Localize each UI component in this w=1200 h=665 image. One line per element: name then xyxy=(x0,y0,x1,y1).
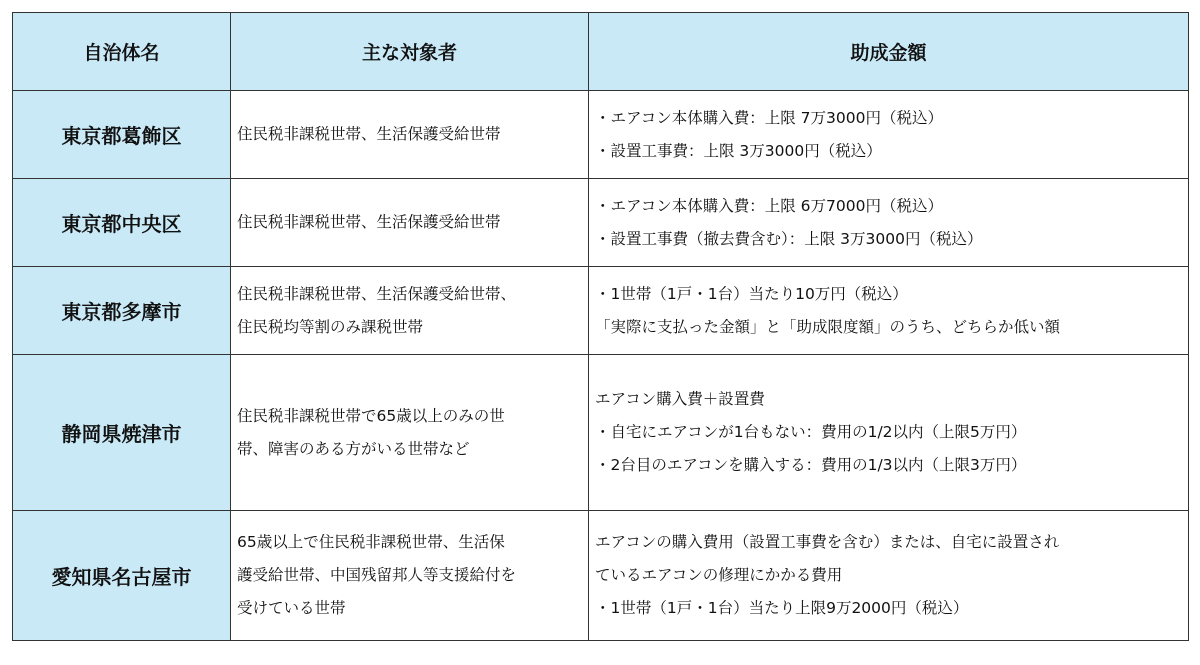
target-cell xyxy=(231,267,589,355)
target-cell xyxy=(231,511,589,641)
target-cell xyxy=(231,355,589,511)
amount-line: ・2台目のエアコンを購入する：費用の1/3以内（上限3万円） xyxy=(595,456,1027,474)
amount-line: ・自宅にエアコンが1台もない：費用の1/2以内（上限5万円） xyxy=(595,423,1027,441)
amount-line: ・1世帯（1戸・1台）当たり上限9万2000円（税込） xyxy=(595,599,969,617)
target-line: 帯、障害のある方がいる世帯など xyxy=(237,439,470,458)
target-line: 住民税非課税世帯、生活保護受給世帯 xyxy=(237,213,501,231)
amount-line: 「実際に支払った金額」と「助成限度額」のうち、どちらか低い額 xyxy=(595,317,1061,336)
header-target: 主な対象者 xyxy=(231,13,589,91)
target-line: 受けている世帯 xyxy=(237,599,346,617)
table-row xyxy=(13,355,1189,511)
target-line: 住民税非課税世帯で65歳以上のみの世 xyxy=(237,406,505,425)
amount-line: ・エアコン本体購入費：上限 7万3000円（税込） xyxy=(595,108,943,127)
target-line: 住民税非課税世帯、生活保護受給世帯 xyxy=(237,125,501,143)
target-line: 住民税非課税世帯、生活保護受給世帯、 xyxy=(237,284,517,303)
target-line: 65歳以上で住民税非課税世帯、生活保 xyxy=(237,533,505,551)
table-row xyxy=(13,179,1189,267)
target-line: 護受給世帯、中国残留邦人等支援給付を xyxy=(237,566,517,584)
subsidy-table xyxy=(12,12,1189,641)
header-municipality: 自治体名 xyxy=(13,13,231,91)
target-cell xyxy=(231,179,589,267)
amount-line: ・エアコン本体購入費：上限 6万7000円（税込） xyxy=(595,196,943,215)
amount-cell xyxy=(589,267,1189,355)
amount-cell xyxy=(589,91,1189,179)
municipality-cell: 愛知県名古屋市 xyxy=(13,511,231,641)
municipality-cell: 東京都葛飾区 xyxy=(13,91,231,179)
amount-cell xyxy=(589,511,1189,641)
header-row xyxy=(13,13,1189,91)
municipality-cell: 東京都多摩市 xyxy=(13,267,231,355)
target-line: 住民税均等割のみ課税世帯 xyxy=(237,317,424,336)
table-row xyxy=(13,511,1189,641)
amount-line: ・設置工事費：上限 3万3000円（税込） xyxy=(595,141,882,160)
target-cell xyxy=(231,91,589,179)
amount-line: エアコン購入費＋設置費 xyxy=(595,390,765,408)
table-row xyxy=(13,91,1189,179)
amount-line: ているエアコンの修理にかかる費用 xyxy=(595,566,843,584)
amount-line: エアコンの購入費用（設置工事費を含む）または、自宅に設置され xyxy=(595,533,1060,551)
amount-cell xyxy=(589,179,1189,267)
amount-line: ・1世帯（1戸・1台）当たり10万円（税込） xyxy=(595,284,908,303)
amount-line: ・設置工事費（撤去費含む）：上限 3万3000円（税込） xyxy=(595,229,983,248)
municipality-cell: 東京都中央区 xyxy=(13,179,231,267)
amount-cell xyxy=(589,355,1189,511)
table-row xyxy=(13,267,1189,355)
header-amount: 助成金額 xyxy=(589,13,1189,91)
municipality-cell: 静岡県焼津市 xyxy=(13,355,231,511)
